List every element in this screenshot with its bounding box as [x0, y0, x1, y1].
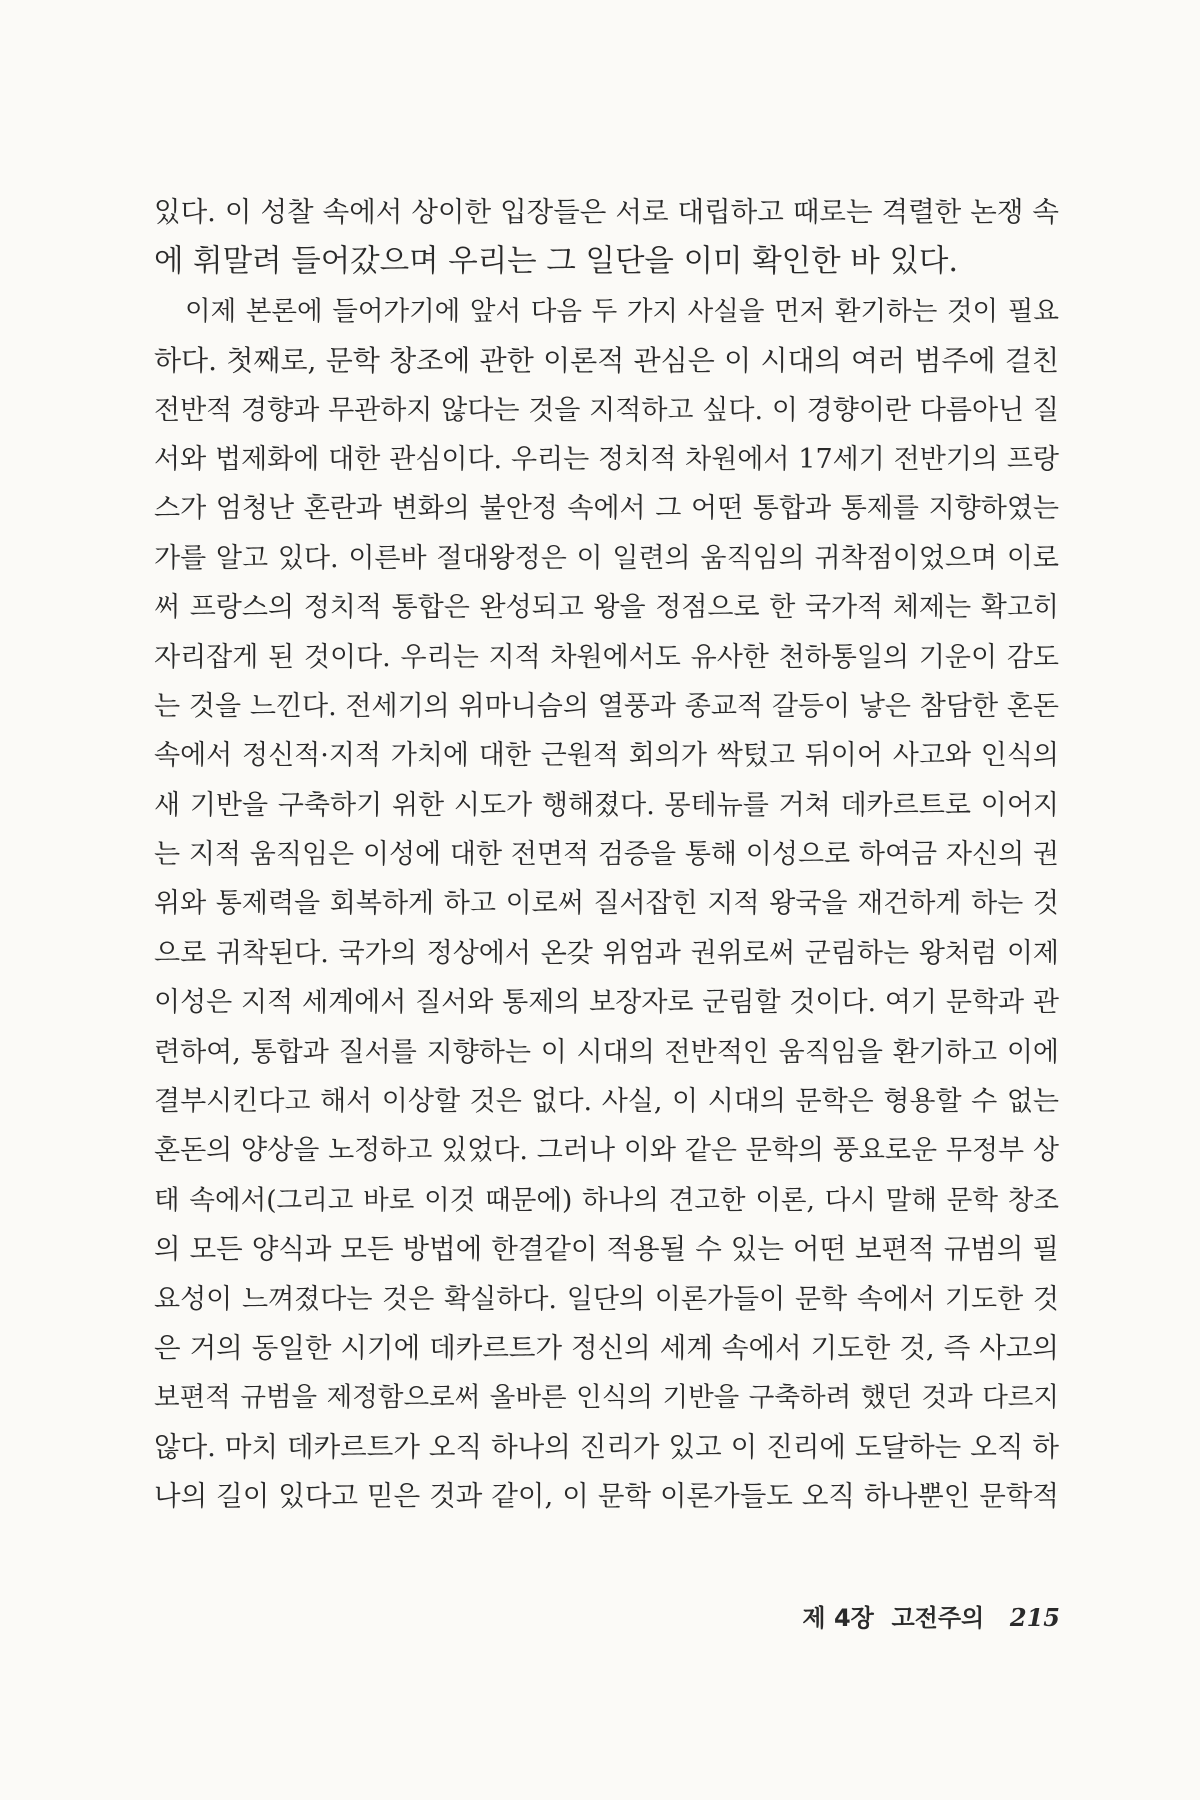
text-line: 자리잡게 된 것이다. 우리는 지적 차원에서도 유사한 천하통일의 기운이 감도: [154, 641, 1059, 673]
text-line: 태 속에서(그리고 바로 이것 때문에) 하나의 견고한 이론, 다시 말해 문학 창조: [154, 1184, 1059, 1216]
text-line: 는 지적 움직임은 이성에 대한 전면적 검증을 통해 이성으로 하여금 자신의 권: [154, 839, 1059, 871]
text-line: 서와 법제화에 대한 관심이다. 우리는 정치적 차원에서 17세기 전반기의 프랑: [154, 443, 1059, 475]
text-line: 전반적 경향과 무관하지 않다는 것을 지적하고 싶다. 이 경향이란 다름아닌 질: [154, 394, 1059, 426]
text-line: 으로 귀착된다. 국가의 정상에서 온갖 위엄과 권위로써 군림하는 왕처럼 이제: [154, 937, 1059, 969]
text-line: 에 휘말려 들어갔으며 우리는 그 일단을 이미 확인한 바 있다.: [154, 244, 959, 280]
text-line: 써 프랑스의 정치적 통합은 완성되고 왕을 정점으로 한 국가적 체제는 확고히: [154, 592, 1059, 624]
running-footer: [800, 1598, 1060, 1638]
text-line: 가를 알고 있다. 이른바 절대왕정은 이 일련의 움직임의 귀착점이었으며 이로: [154, 542, 1059, 574]
text-line: 은 거의 동일한 시기에 데카르트가 정신의 세계 속에서 기도한 것, 즉 사고의: [154, 1331, 1059, 1364]
page-number: 215: [1009, 1603, 1060, 1632]
text-line: 련하여, 통합과 질서를 지향하는 이 시대의 전반적인 움직임을 환기하고 이에: [154, 1036, 1059, 1068]
text-line: 하다. 첫째로, 문학 창조에 관한 이론적 관심은 이 시대의 여러 범주에 걸친: [154, 344, 1059, 378]
text-line: 요성이 느껴졌다는 것은 확실하다. 일단의 이론가들이 문학 속에서 기도한 것: [154, 1283, 1059, 1315]
text-line: 있다. 이 성찰 속에서 상이한 입장들은 서로 대립하고 때로는 격렬한 논쟁 속: [154, 196, 1059, 228]
text-line: 스가 엄청난 혼란과 변화의 불안정 속에서 그 어떤 통합과 통제를 지향하였는: [154, 493, 1059, 525]
text-line: 새 기반을 구축하기 위한 시도가 행해졌다. 몽테뉴를 거쳐 데카르트로 이어지: [154, 789, 1059, 821]
text-line: 속에서 정신적·지적 가치에 대한 근원적 회의가 싹텄고 뒤이어 사고와 인식의: [154, 740, 1059, 772]
text-line: 않다. 마치 데카르트가 오직 하나의 진리가 있고 이 진리에 도달하는 오직 하: [154, 1430, 1059, 1463]
chapter-number: 제 4장: [802, 1604, 874, 1632]
text-line: 결부시킨다고 해서 이상할 것은 없다. 사실, 이 시대의 문학은 형용할 수 없는: [154, 1086, 1059, 1118]
text-line: 보편적 규범을 제정함으로써 올바른 인식의 기반을 구축하려 했던 것과 다르지: [154, 1382, 1059, 1414]
chapter-title: 고전주의: [891, 1604, 985, 1632]
text-line: 의 모든 양식과 모든 방법에 한결같이 적용될 수 있는 어떤 보편적 규범의 필: [154, 1233, 1059, 1266]
text-line: 이성은 지적 세계에서 질서와 통제의 보장자로 군림할 것이다. 여기 문학과 관: [154, 987, 1059, 1019]
text-line: 이제 본론에 들어가기에 앞서 다음 두 가지 사실을 먼저 환기하는 것이 필요: [185, 295, 1059, 327]
text-line: 는 것을 느낀다. 전세기의 위마니슴의 열풍과 종교적 갈등이 낳은 참담한 혼돈: [154, 690, 1059, 722]
text-line: 나의 길이 있다고 믿은 것과 같이, 이 문학 이론가들도 오직 하나뿐인 문학적: [154, 1480, 1059, 1513]
body-text: [154, 188, 1059, 1522]
text-line: 위와 통제력을 회복하게 하고 이로써 질서잡힌 지적 왕국을 재건하게 하는 것: [154, 888, 1059, 920]
text-line: 혼돈의 양상을 노정하고 있었다. 그러나 이와 같은 문학의 풍요로운 무정부 상: [154, 1135, 1059, 1167]
